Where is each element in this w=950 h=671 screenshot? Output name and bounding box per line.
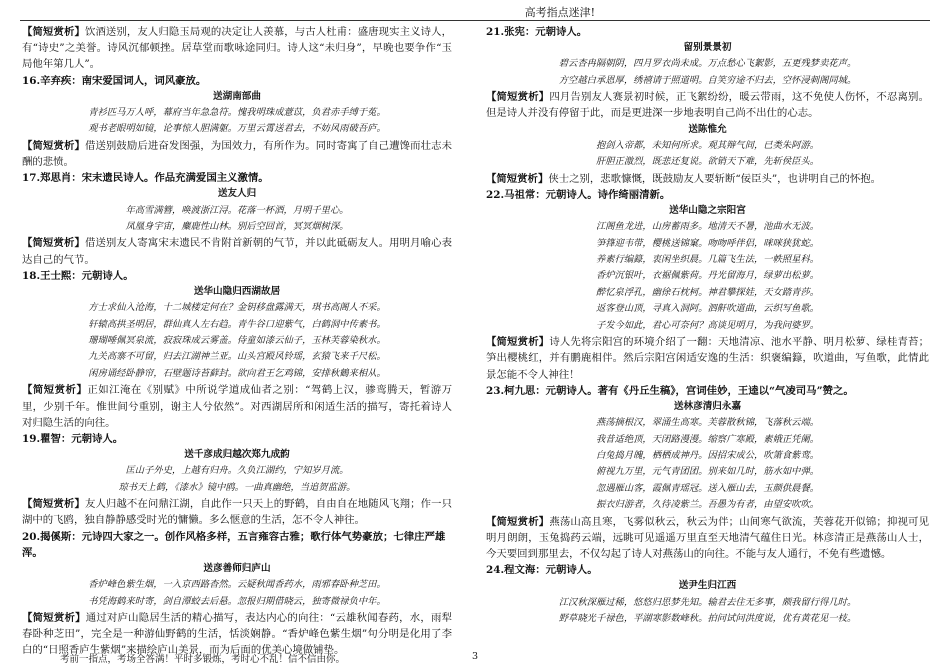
- poet-heading: 21.张宪：元朝诗人。: [486, 26, 588, 38]
- appreciation-paragraph: [22, 235, 452, 267]
- poem-title: 送陈惟允: [688, 123, 727, 135]
- appreciation-paragraph: [486, 171, 929, 187]
- appreciation-paragraph: [22, 138, 452, 170]
- right-column: [486, 24, 929, 627]
- appreciation-text: 借送别鼓励后进奋发图强，为国效力，有所作为。同时寄寓了自己遭馋而壮志未酬的悲愤。: [22, 139, 453, 169]
- appreciation-tag: 【简短赏析】: [22, 26, 85, 38]
- poem-line: 俯视九万里，元气青团团。别来如几时，筋水如中弹。: [595, 466, 820, 478]
- appreciation-paragraph: [22, 382, 452, 431]
- poem-line: 江汉秋深雁过稀，悠悠归思梦先知。输君去住无多事，颇我留行得几时。: [558, 596, 857, 608]
- poem-title: 送湖南部曲: [213, 90, 261, 102]
- poem-line: 观书老眼明如镜，论事惊人胆满躯。万里云霄送君去，不妨风雨破吾庐。: [88, 123, 386, 135]
- poem-title: 送林彦清归永嘉: [673, 400, 742, 412]
- appreciation-tag: 【简短赏析】: [486, 336, 550, 349]
- poem-line: 我昔适绝顶，天闭路漫漫。缩察广寒殿，素娥正凭阑。: [595, 433, 820, 445]
- poem-line: 九关高寨不可留，归去江湖神兰亚。山头宫殿风铃瑶，玄猿飞来千尺松。: [88, 351, 386, 363]
- appreciation-paragraph: [486, 89, 929, 121]
- poet-heading: 16.辛弃疾：南宋爱国词人，词风豪放。: [22, 74, 207, 87]
- appreciation-text: 燕荡山高且寒，飞雾似秋云，秋云为伴；山间寒气欲流，芙蓉花开似锦；抑视可见明月朗朗，玉兔捣药云端，远眺可见遥遥万里直至天地清气蕴住日光。林彦清正是燕荡山人士，今天要回到那里去，不仅勾起了诗人对燕荡山的向往。不能与友人通行，不免有些遗憾。: [486, 515, 930, 560]
- poem-title: 送尹生归江西: [678, 580, 737, 592]
- left-column: [22, 24, 452, 659]
- poem-line: 方空越白承恩厚，绣禧请于照道明。自笑穷途不归去，空怀浸刺阁同城。: [558, 74, 857, 86]
- appreciation-tag: 【简短赏析】: [486, 91, 550, 104]
- poet-heading: 20.揭傒斯：元诗四大家之一。创作风格多样，五言雍容古雅；歌行体气势豪放；七律庄严雄浑。: [22, 530, 446, 559]
- poem-title: 送华山隐之宗阳宫: [669, 205, 746, 217]
- poem-line: 珊瑚唾佩冥泉流，寂寂珠成云雾盖。侍童如漆云仙子，玉林芙蓉染秋水。: [88, 335, 386, 347]
- poem-title: 送彦善师归庐山: [203, 562, 271, 574]
- appreciation-text: 诗人先将宗阳宫的环境介绍了一翻：天地清凉、池水平静、明月松萝、绿桂青苔；笋出樱桃红，并有鹏鹿相伴。然后宗阳宫闲适安逸的生活：织褒编籙，吹道曲，写鱼歌，此情此景怎能不令人神往！: [486, 336, 930, 381]
- poem-line: 燕荡摘根汉，翠涌生高寒。芙蓉散秋锦，飞落秋云端。: [595, 417, 820, 429]
- poem-line: 江阁鱼龙进，山房蓄雨多。地清天不暑，池曲水无波。: [595, 221, 820, 233]
- appreciation-tag: 【简短赏析】: [22, 237, 85, 250]
- poem-line: 香炉沉银叶，衣裾佩紫荷。丹光留海月，绿萝出松萝。: [595, 270, 820, 282]
- poet-heading: 17.郑思肖：宋末遗民诗人。作品充满爱国主义激情。: [22, 172, 269, 185]
- appreciation-tag: 【简短赏析】: [486, 515, 550, 528]
- appreciation-paragraph: [486, 334, 929, 383]
- appreciation-text: 通过对庐山隐居生活的精心描写，表达内心的向往：“云雄秋闻春药，水，雨犁春卧种芝田”，完全是一种游仙野鹤的生活，恬淡娴静。“香炉峰色紫生烟”句分明是化用了李白的“日照香庐生紫烟”来描绘庐山美景，而为后面的优美心境做铺垫。: [22, 611, 452, 657]
- poet-heading: 22.马祖常：元朝诗人。诗作绮丽清新。: [486, 188, 671, 201]
- appreciation-paragraph: [486, 514, 929, 563]
- poem-line: 忽遇雁山客，霞佩青瑶冠。送入雁山去，玉颜供晨餐。: [595, 482, 820, 494]
- poem-line: 子发今如此，君心可奈何？高谈见明月，为我问婆罗。: [595, 319, 820, 331]
- appreciation-tag: 【简短赏析】: [22, 139, 85, 152]
- poet-heading: 18.王士熙：元朝诗人。: [22, 269, 134, 282]
- poem-line: 琼书天上鹤，《漆水》镜中鸥。一曲真幽绝，当追贺监游。: [118, 481, 356, 493]
- appreciation-text: 友人归越不在问鼎江湖，自此作一只天上的野鹤，自由自在地随风飞翔；作一只湖中的飞鸥，独自静静感受时光的慵懒。多么惬意的生活，怎不令人神往。: [22, 498, 453, 527]
- appreciation-paragraph: [22, 24, 452, 73]
- poem-line: 返客登山顶，寻真入洞阿。泗鼾吹道曲，云织写鱼歌。: [595, 303, 820, 315]
- poem-line: 野草晓光千禄色，平湖寒影数峰秋。拍问试问洪度说，优有黄花见一枝。: [558, 612, 857, 624]
- poet-heading: 24.程文海：元朝诗人。: [486, 564, 598, 577]
- poem-line: 方士求仙入沧海，十二城楼定何在？金钥移盘露满天，琪书高阁人不采。: [88, 302, 386, 314]
- appreciation-tag: 【简短赏析】: [486, 172, 549, 185]
- poet-heading: 23.柯九思：元朝诗人。著有《丹丘生稿》，宫词佳妙，王逵以“气凌司马”赞之。: [486, 384, 854, 397]
- appreciation-text: 正如江淹在《别赋》中所说学道成仙者之别：“驾鹤上汉，骖鸾腾天，暂游万里，少别千年。惟世间兮重别，谢主人兮依然”。对西湖居所和闲适生活的描写，寄托着诗人对归隐生活的向往。: [22, 384, 453, 429]
- poem-title: 送华山隐归西湖故居: [193, 286, 281, 298]
- poem-line: 振衣归游者，久待凌紫兰。吾愚为有者，由望安吹吹。: [595, 499, 820, 511]
- poet-heading: 19.瞿智：元朝诗人。: [22, 432, 124, 445]
- poem-title: 送千彦成归越次郑九成韵: [184, 449, 290, 461]
- poem-line: 笋箨迎韦带，樱桃送锦窠。吻吻呼伴侣，咪咪狭犹蛇。: [595, 237, 820, 249]
- poem-line: 碧云杏冉隔朝阴，四月罗衣尚未成。万点愁心飞絮影，五更残梦卖花声。: [558, 58, 857, 70]
- poem-title: 留别景景初: [683, 42, 732, 54]
- poem-line: 匡山子外史，上越有归舟。久负江湖约，宁知岁月流。: [125, 465, 349, 477]
- appreciation-text: 借送别友人寄寓宋末遗民不肯附首新朝的气节，并以此砥砺友人。用明月喻心表达自己的气节。: [22, 237, 453, 266]
- appreciation-tag: 【简短赏析】: [22, 611, 86, 624]
- appreciation-text: 四月告别友人赛景初时候，正飞絮纷纷，暖云带雨，这不免使人伤怀，不忍离别。但是诗人并没有停留于此，而是更进深一步地表明自己尚不出仕的心志。: [486, 91, 930, 120]
- poem-line: 轩辕高拱圣明居，群仙真人左右趋。青牛谷口迎紫气，白鹤洞中传素书。: [88, 318, 386, 330]
- appreciation-text: 侠士之别，悲歌慷慨，既鼓励友人要斩断“佞臣头”，也讲明自己的怀抱。: [548, 172, 882, 185]
- poem-line: 青衫匹马万人呼，幕府当年急急符。愧我明珠成薏苡，负君赤手缚于菟。: [88, 107, 386, 119]
- poem-line: 养素行编籙，衷闲坐织晨。几篇飞生法，一帙照星科。: [595, 254, 820, 266]
- poem-line: 年高雪满簪，唤渡浙江浔。花落一杯酒，月明千里心。: [125, 204, 349, 216]
- poem-line: 凤凰身宇宙，麋鹿性山林。别后空回首，冥冥烟树深。: [125, 221, 349, 233]
- appreciation-tag: 【简短赏析】: [22, 498, 85, 511]
- footer-motto: 考前一指点，考场全答满！平时多锻炼，考时心不乱！信不信由你。: [60, 654, 346, 665]
- appreciation-paragraph: [22, 496, 452, 528]
- header-divider: [20, 20, 930, 21]
- page-header-title: 高考指点迷津!: [524, 6, 595, 19]
- poem-line: 醉忆泉浮孔，幽徐石枕柯。神君攀探娃，天女踏青莎。: [595, 286, 820, 298]
- poem-title: 送友人归: [217, 188, 257, 200]
- poem-line: 书凭海鹤来时寄，剑自潭蛟去后悬。忽报归期借晓云，独寄微禄负中年。: [88, 595, 386, 607]
- appreciation-text: 饮酒送别，友人归隐玉局观的决定让人羡慕，与古人杜甫：盛唐现实主义诗人，有“诗史”之美誉。诗风沉郁顿挫。居草堂而歌咏途同归。诗人这“未归身”，早晚也要争作“玉局他年第几人”。: [22, 26, 453, 71]
- page-number: 3: [472, 651, 479, 662]
- poem-line: 香炉峰色紫生烟，一入京西路杳然。云疑秋闻香药水，雨邪春卧种芝田。: [88, 579, 386, 591]
- poem-line: 抱剑入帝都，未知何所求。观其辩气间，已类朱阿游。: [595, 139, 820, 151]
- poem-line: 闲房诵经卧静帘，石壁题诗苔藓封。欲向君王乞鸡锦，安排秋鶴来相从。: [88, 367, 386, 379]
- poem-line: 肝胆正激烈，既悲还复说。欲销天下难，先斩侯臣头。: [595, 156, 820, 168]
- poem-line: 白兔捣月魄，栖栖成神丹。因招宋成公，吹箫食紫鸾。: [595, 449, 820, 461]
- appreciation-tag: 【简短赏析】: [22, 384, 88, 397]
